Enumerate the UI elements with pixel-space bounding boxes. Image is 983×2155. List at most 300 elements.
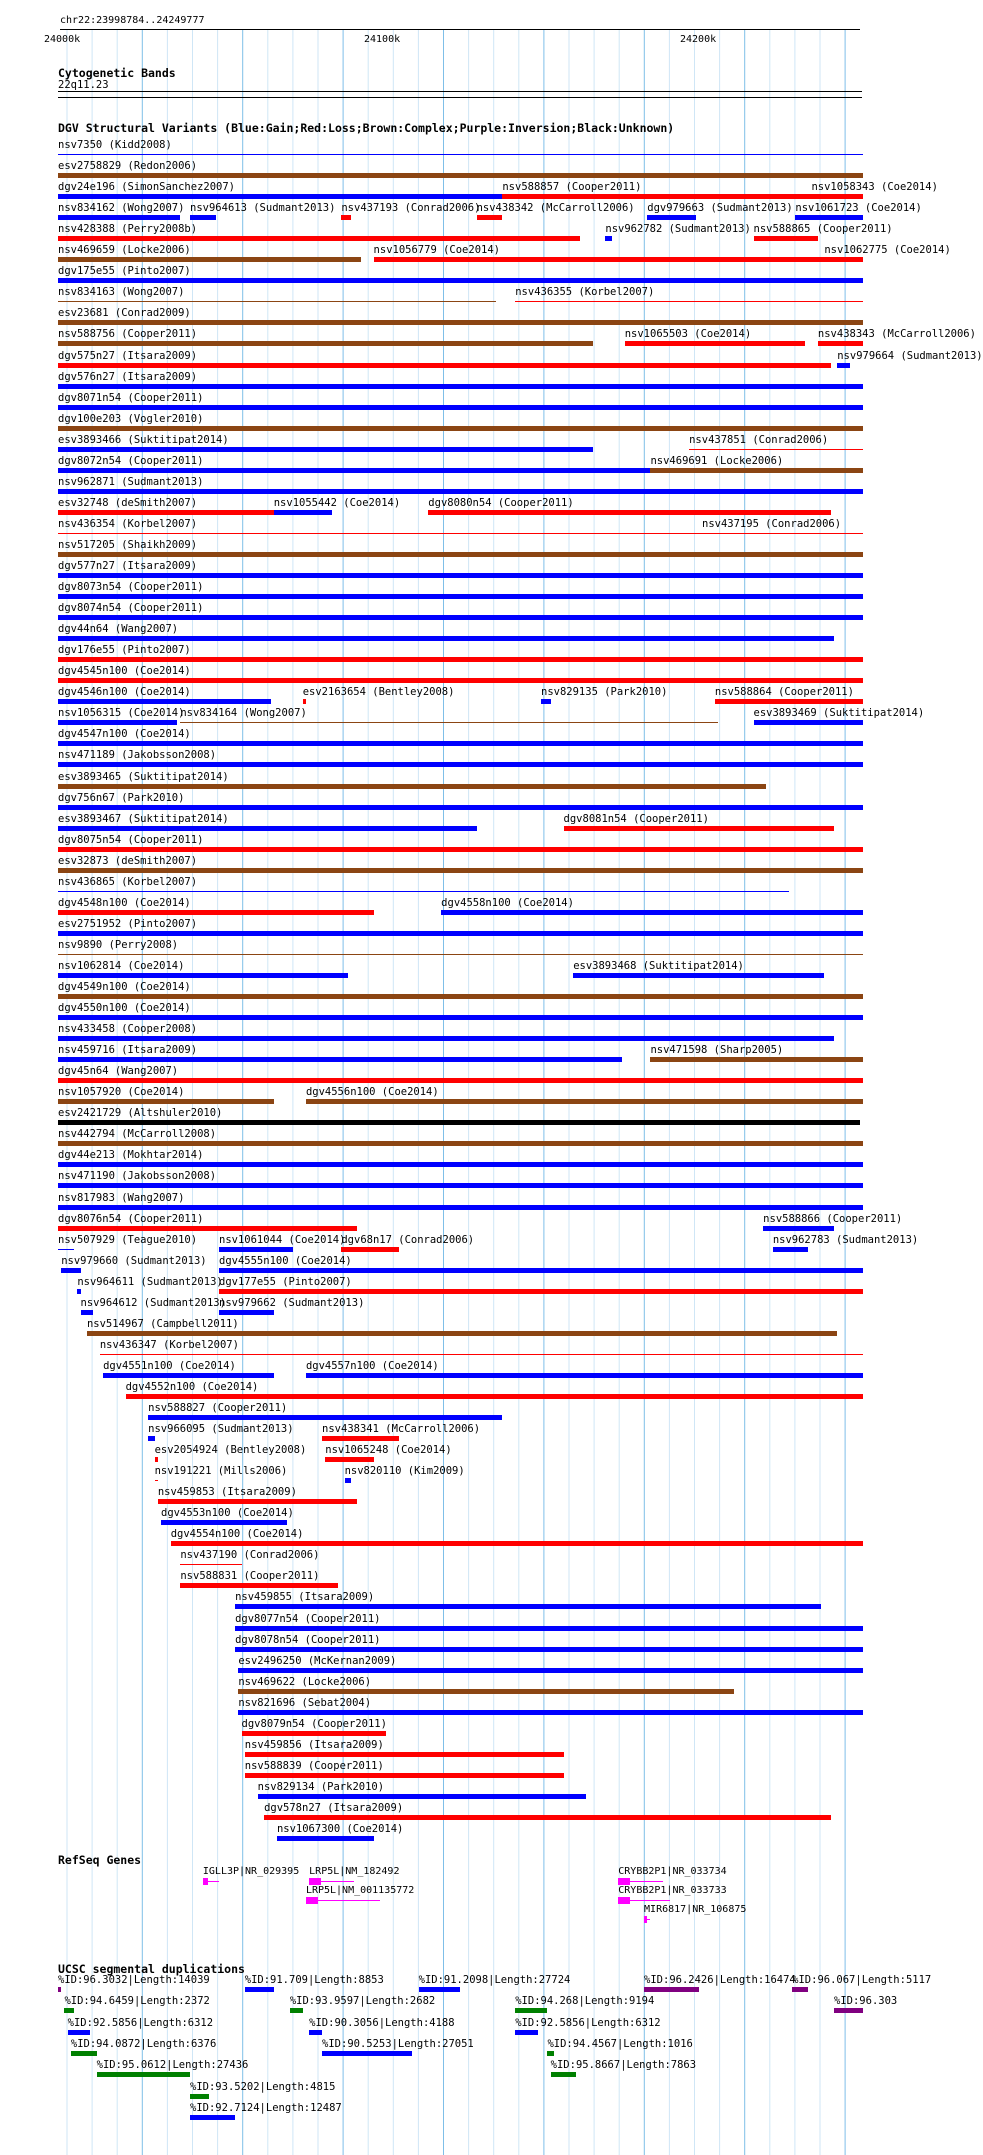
variant-bar[interactable] (58, 720, 177, 725)
variant-label[interactable]: nsv834163 (Wong2007) (58, 286, 185, 299)
variant-label[interactable]: nsv459856 (Itsara2009) (244, 1738, 384, 1751)
variant-label[interactable]: nsv1055442 (Coe2014) (273, 496, 401, 509)
variant-label[interactable]: nsv471189 (Jakobsson2008) (58, 749, 217, 762)
segdup-bar[interactable] (190, 2115, 235, 2120)
variant-bar[interactable] (58, 699, 271, 704)
variant-label[interactable]: dgv577n27 (Itsara2009) (58, 560, 198, 572)
segdup-label[interactable]: %ID:92.7124|Length:12487 (190, 2101, 342, 2114)
variant-bar[interactable] (58, 510, 274, 515)
gene-label[interactable]: MIR6817|NR_106875 (644, 1904, 747, 1915)
segdup-label[interactable]: %ID:93.5202|Length:4815 (190, 2080, 336, 2093)
variant-label[interactable]: nsv1058343 (Coe2014) (811, 181, 938, 194)
variant-label[interactable]: nsv517205 (Shaikh2009) (58, 538, 198, 551)
variant-bar[interactable] (158, 1499, 358, 1504)
variant-label[interactable]: dgv4545n100 (Coe2014) (58, 665, 191, 678)
variant-bar[interactable] (58, 1036, 834, 1041)
variant-label[interactable]: nsv979660 (Sudmant2013) (61, 1254, 207, 1267)
variant-bar[interactable] (515, 301, 863, 302)
variant-label[interactable]: nsv507929 (Teague2010) (58, 1233, 198, 1246)
gene-label[interactable]: CRYBB2P1|NR_033733 (618, 1885, 727, 1896)
variant-label[interactable]: dgv45n64 (Wang2007) (58, 1065, 179, 1078)
variant-bar[interactable] (58, 341, 593, 346)
segdup-bar[interactable] (97, 2072, 190, 2077)
variant-label[interactable]: nsv437190 (Conrad2006) (180, 1549, 320, 1562)
variant-label[interactable]: nsv588866 (Cooper2011) (763, 1212, 903, 1225)
variant-label[interactable]: dgv177e55 (Pinto2007) (219, 1275, 352, 1288)
variant-bar[interactable] (58, 1183, 863, 1188)
variant-label[interactable]: nsv962783 (Sudmant2013) (772, 1233, 919, 1246)
variant-bar[interactable] (58, 847, 863, 852)
gene-exon (644, 1916, 647, 1923)
variant-bar[interactable] (58, 1015, 863, 1020)
variant-label[interactable]: nsv433458 (Cooper2008) (58, 1023, 198, 1036)
variant-bar[interactable] (235, 1626, 863, 1631)
variant-bar[interactable] (650, 1057, 863, 1062)
segdup-label[interactable]: %ID:94.268|Length:9194 (515, 1995, 655, 2008)
variant-bar[interactable] (58, 910, 374, 915)
variant-label[interactable]: dgv4546n100 (Coe2014) (58, 686, 191, 699)
variant-label[interactable]: nsv438343 (McCarroll2006) (817, 328, 976, 341)
variant-label[interactable]: dgv4555n100 (Coe2014) (219, 1254, 352, 1267)
variant-label[interactable]: nsv1065503 (Coe2014) (624, 328, 752, 341)
variant-bar[interactable] (58, 1141, 863, 1146)
segdup-label[interactable]: %ID:96.067|Length:5117 (792, 1974, 932, 1986)
variant-label[interactable]: nsv834162 (Wong2007) (58, 202, 185, 215)
variant-label[interactable]: nsv437193 (Conrad2006) (341, 202, 481, 215)
variant-label[interactable]: dgv176e55 (Pinto2007) (58, 644, 191, 657)
variant-bar[interactable] (441, 910, 863, 915)
variant-label[interactable]: nsv1065248 (Coe2014) (325, 1444, 452, 1457)
segdup-bar[interactable] (834, 2008, 863, 2013)
variant-label[interactable]: dgv8074n54 (Cooper2011) (58, 602, 204, 615)
gene-label[interactable]: LRP5L|NM_182492 (309, 1866, 400, 1877)
variant-bar[interactable] (58, 1162, 863, 1167)
variant-bar[interactable] (148, 1436, 154, 1441)
variant-bar[interactable] (58, 762, 863, 767)
variant-label[interactable]: nsv469691 (Locke2006) (650, 454, 784, 467)
variant-label[interactable]: nsv820110 (Kim2009) (344, 1465, 465, 1478)
gene-label[interactable]: CRYBB2P1|NR_033734 (618, 1866, 727, 1877)
variant-bar[interactable] (58, 657, 863, 662)
variant-bar[interactable] (190, 215, 216, 220)
variant-label[interactable]: nsv436347 (Korbel2007) (99, 1338, 239, 1351)
variant-label[interactable]: nsv588827 (Cooper2011) (148, 1402, 288, 1414)
variant-bar[interactable] (341, 1247, 399, 1252)
segdup-label[interactable]: %ID:96.2426|Length:16474 (644, 1974, 796, 1986)
variant-label[interactable]: dgv8075n54 (Cooper2011) (58, 833, 204, 846)
variant-bar[interactable] (58, 426, 863, 431)
variant-label[interactable]: nsv588865 (Cooper2011) (753, 223, 893, 236)
variant-label[interactable]: esv23681 (Conrad2009) (58, 307, 191, 320)
variant-bar[interactable] (795, 215, 863, 220)
gene-exon (306, 1897, 318, 1904)
variant-bar[interactable] (58, 891, 789, 892)
variant-bar[interactable] (171, 1541, 863, 1546)
gene-exon (618, 1878, 630, 1885)
variant-label[interactable]: nsv829135 (Park2010) (541, 686, 668, 699)
variant-bar[interactable] (58, 1249, 74, 1250)
segdup-bar[interactable] (309, 2030, 322, 2035)
variant-bar[interactable] (625, 341, 805, 346)
variant-label[interactable]: nsv1062775 (Coe2014) (824, 244, 951, 257)
variant-bar[interactable] (219, 1247, 293, 1252)
variant-label[interactable]: nsv442794 (McCarroll2008) (58, 1128, 217, 1141)
variant-bar[interactable] (689, 449, 863, 450)
variant-bar[interactable] (428, 510, 831, 515)
ruler-axis (60, 29, 860, 30)
variant-bar[interactable] (238, 1689, 734, 1694)
variant-bar[interactable] (148, 1415, 502, 1420)
segdup-label[interactable]: %ID:96.3032|Length:14039 (58, 1974, 210, 1986)
variant-bar[interactable] (180, 1564, 241, 1565)
variant-bar[interactable] (155, 1480, 158, 1481)
refseq-track-title: RefSeq Genes (58, 1853, 142, 1867)
variant-label[interactable]: esv32748 (deSmith2007) (58, 496, 198, 509)
variant-label[interactable]: dgv8080n54 (Cooper2011) (428, 496, 574, 509)
segdup-bar[interactable] (644, 1987, 699, 1992)
variant-label[interactable]: dgv8071n54 (Cooper2011) (58, 391, 204, 404)
tick-label: 24200k (680, 34, 717, 45)
variant-label[interactable]: dgv578n27 (Itsara2009) (264, 1801, 404, 1814)
variant-bar[interactable] (180, 1583, 338, 1588)
variant-bar[interactable] (58, 973, 348, 978)
variant-bar[interactable] (715, 699, 863, 704)
variant-bar[interactable] (58, 384, 863, 389)
variant-label[interactable]: dgv4550n100 (Coe2014) (58, 1002, 191, 1015)
variant-bar[interactable] (502, 194, 811, 199)
variant-label[interactable]: nsv469622 (Locke2006) (238, 1675, 372, 1688)
variant-label[interactable]: nsv1067300 (Coe2014) (276, 1823, 404, 1835)
variant-bar[interactable] (573, 973, 824, 978)
gene-label[interactable]: IGLL3P|NR_029395 (202, 1866, 300, 1877)
variant-label[interactable]: nsv459853 (Itsara2009) (157, 1486, 297, 1499)
variant-label[interactable]: esv2163654 (Bentley2008) (302, 686, 455, 699)
variant-label[interactable]: dgv4548n100 (Coe2014) (58, 896, 191, 909)
variant-label[interactable]: dgv979663 (Sudmant2013) (647, 202, 793, 215)
variant-bar[interactable] (58, 405, 863, 410)
segdup-label[interactable]: %ID:90.5253|Length:27051 (322, 2037, 474, 2050)
position-label: chr22:23998784..24249777 (60, 15, 205, 26)
variant-label[interactable]: nsv428388 (Perry2008b) (58, 223, 198, 236)
variant-bar[interactable] (58, 552, 863, 557)
variant-bar[interactable] (58, 1057, 622, 1062)
variant-bar[interactable] (58, 741, 863, 746)
variant-label[interactable]: nsv438341 (McCarroll2006) (322, 1423, 481, 1436)
variant-bar[interactable] (58, 826, 477, 831)
variant-label[interactable]: nsv469659 (Locke2006) (58, 244, 191, 257)
variant-bar[interactable] (818, 341, 863, 346)
segdup-label[interactable]: %ID:94.0872|Length:6376 (70, 2037, 217, 2050)
segdup-bar[interactable] (71, 2051, 97, 2056)
variant-bar[interactable] (58, 1078, 863, 1083)
cytoband-bar-top (58, 91, 862, 92)
variant-label[interactable]: nsv979662 (Sudmant2013) (219, 1296, 365, 1309)
variant-label[interactable]: nsv962782 (Sudmant2013) (605, 223, 751, 236)
variant-bar[interactable] (325, 1457, 373, 1462)
segdup-bar[interactable] (515, 2008, 547, 2013)
variant-label[interactable]: esv2054924 (Bentley2008) (154, 1444, 307, 1457)
variant-bar[interactable] (264, 1815, 831, 1820)
variant-label[interactable]: nsv1056315 (Coe2014) (58, 707, 185, 720)
variant-label[interactable]: dgv68n17 (Conrad2006) (341, 1233, 475, 1246)
variant-label[interactable]: nsv588831 (Cooper2011) (180, 1570, 320, 1583)
variant-bar[interactable] (77, 1289, 80, 1294)
variant-bar[interactable] (277, 1836, 374, 1841)
variant-label[interactable]: nsv588839 (Cooper2011) (244, 1759, 384, 1772)
variant-bar[interactable] (702, 533, 824, 534)
variant-label[interactable]: dgv4549n100 (Coe2014) (58, 981, 191, 993)
variant-bar[interactable] (155, 1457, 158, 1462)
segdup-bar[interactable] (322, 2051, 412, 2056)
variant-label[interactable]: dgv4557n100 (Coe2014) (305, 1359, 439, 1372)
variant-bar[interactable] (811, 194, 863, 199)
variant-bar[interactable] (245, 1773, 564, 1778)
variant-label[interactable]: dgv8073n54 (Cooper2011) (58, 581, 204, 594)
variant-label[interactable]: nsv588857 (Cooper2011) (502, 181, 642, 194)
segdup-bar[interactable] (547, 2051, 553, 2056)
variant-label[interactable]: dgv100e203 (Vogler2010) (58, 412, 204, 425)
segdup-bar[interactable] (64, 2008, 74, 2013)
variant-label[interactable]: esv3893468 (Suktitipat2014) (573, 959, 744, 972)
variant-bar[interactable] (58, 678, 863, 683)
variant-label[interactable]: dgv44e213 (Mokhtar2014) (58, 1149, 204, 1162)
variant-label[interactable]: nsv1057920 (Coe2014) (58, 1086, 185, 1099)
variant-label[interactable]: nsv471190 (Jakobsson2008) (58, 1170, 217, 1183)
variant-bar[interactable] (306, 1099, 863, 1104)
variant-bar[interactable] (58, 278, 863, 283)
variant-bar[interactable] (477, 215, 503, 220)
variant-bar[interactable] (58, 573, 863, 578)
variant-bar[interactable] (58, 154, 863, 155)
variant-label[interactable]: dgv44n64 (Wang2007) (58, 623, 179, 636)
variant-bar[interactable] (58, 1226, 357, 1231)
variant-label[interactable]: nsv964612 (Sudmant2013) (80, 1296, 226, 1309)
segdup-label[interactable]: %ID:90.3056|Length:4188 (309, 2016, 455, 2029)
variant-label[interactable]: esv3893466 (Suktitipat2014) (58, 433, 229, 446)
variant-label[interactable]: dgv4552n100 (Coe2014) (125, 1380, 259, 1393)
variant-bar[interactable] (58, 931, 863, 936)
cytoband-bar-bottom (58, 97, 862, 98)
cytoband-label: 22q11.23 (58, 79, 109, 91)
variant-bar[interactable] (219, 1310, 274, 1315)
variant-bar[interactable] (161, 1520, 287, 1525)
variant-bar[interactable] (564, 826, 834, 831)
cytoband-track-title: Cytogenetic Bands (58, 66, 176, 80)
variant-label[interactable]: nsv459855 (Itsara2009) (235, 1591, 375, 1604)
segdup-bar[interactable] (515, 2030, 538, 2035)
variant-bar[interactable] (773, 1247, 808, 1252)
variant-bar[interactable] (58, 363, 831, 368)
segdup-bar[interactable] (290, 2008, 303, 2013)
segdup-bar[interactable] (58, 1987, 61, 1992)
variant-label[interactable]: dgv756n67 (Park2010) (58, 791, 185, 804)
variant-label[interactable]: nsv438342 (McCarroll2006) (476, 202, 635, 215)
variant-bar[interactable] (58, 301, 496, 302)
variant-bar[interactable] (58, 615, 863, 620)
variant-bar[interactable] (58, 447, 593, 452)
variant-bar[interactable] (58, 784, 766, 789)
variant-label[interactable]: nsv471598 (Sharp2005) (650, 1044, 784, 1057)
segdup-label[interactable]: %ID:92.5856|Length:6312 (67, 2016, 214, 2029)
variant-label[interactable]: nsv436355 (Korbel2007) (515, 286, 655, 299)
variant-bar[interactable] (58, 320, 863, 325)
variant-bar[interactable] (58, 954, 863, 955)
variant-bar[interactable] (58, 868, 863, 873)
variant-label[interactable]: dgv4551n100 (Coe2014) (103, 1359, 236, 1372)
variant-label[interactable]: nsv1062814 (Coe2014) (58, 959, 185, 972)
variant-label[interactable]: dgv24e196 (SimonSanchez2007) (58, 181, 236, 194)
variant-bar[interactable] (242, 1731, 387, 1736)
variant-label[interactable]: nsv829134 (Park2010) (257, 1780, 385, 1793)
variant-bar[interactable] (219, 1289, 863, 1294)
variant-bar[interactable] (58, 805, 863, 810)
variant-label[interactable]: nsv1056779 (Coe2014) (373, 244, 500, 257)
segdup-label[interactable]: %ID:94.6459|Length:2372 (64, 1995, 210, 2008)
variant-bar[interactable] (541, 699, 551, 704)
segdup-bar[interactable] (551, 2072, 577, 2077)
variant-bar[interactable] (87, 1331, 837, 1336)
variant-label[interactable]: nsv964611 (Sudmant2013) (77, 1275, 223, 1288)
segdup-label[interactable]: %ID:93.9597|Length:2682 (289, 1995, 436, 2008)
variant-bar[interactable] (235, 1604, 821, 1609)
variant-bar[interactable] (322, 1436, 399, 1441)
variant-label[interactable]: nsv9890 (Perry2008) (58, 938, 179, 951)
variant-label[interactable]: nsv436865 (Korbel2007) (58, 875, 198, 888)
variant-bar[interactable] (303, 699, 306, 704)
variant-bar[interactable] (219, 1268, 863, 1273)
dgv-track-title: DGV Structural Variants (Blue:Gain;Red:Loss;Brown:Complex;Purple:Inversion;Black:Unknown) (58, 121, 675, 135)
segdup-bar[interactable] (792, 1987, 808, 1992)
variant-bar[interactable] (126, 1394, 863, 1399)
variant-label[interactable]: esv32873 (deSmith2007) (58, 854, 198, 867)
variant-bar[interactable] (58, 994, 863, 999)
variant-label[interactable]: nsv191221 (Mills2006) (154, 1465, 288, 1478)
variant-bar[interactable] (58, 1205, 863, 1210)
variant-bar[interactable] (235, 1647, 863, 1652)
variant-label[interactable]: dgv4558n100 (Coe2014) (441, 896, 574, 909)
variant-bar[interactable] (650, 468, 863, 473)
variant-label[interactable]: dgv576n27 (Itsara2009) (58, 370, 198, 383)
variant-bar[interactable] (100, 1354, 863, 1355)
variant-label[interactable]: esv2496250 (McKernan2009) (238, 1654, 397, 1667)
variant-label[interactable]: dgv8078n54 (Cooper2011) (235, 1633, 381, 1646)
variant-label[interactable]: esv2758829 (Redon2006) (58, 160, 198, 173)
variant-label[interactable]: esv3893469 (Suktitipat2014) (753, 707, 925, 720)
variant-label[interactable]: nsv436354 (Korbel2007) (58, 517, 198, 530)
variant-label[interactable]: dgv8076n54 (Cooper2011) (58, 1212, 204, 1225)
variant-bar[interactable] (81, 1310, 94, 1315)
variant-bar[interactable] (245, 1752, 564, 1757)
segdup-label[interactable]: %ID:94.4567|Length:1016 (547, 2037, 693, 2050)
variant-label[interactable]: dgv4556n100 (Coe2014) (305, 1086, 439, 1099)
variant-label[interactable]: nsv979664 (Sudmant2013) (837, 349, 983, 362)
variant-bar[interactable] (754, 720, 863, 725)
variant-label[interactable]: nsv437851 (Conrad2006) (689, 433, 829, 446)
gene-exon (618, 1897, 630, 1904)
variant-bar[interactable] (374, 257, 825, 262)
variant-label[interactable]: nsv1061723 (Coe2014) (795, 202, 922, 215)
variant-bar[interactable] (238, 1668, 863, 1673)
variant-bar[interactable] (605, 236, 611, 241)
variant-bar[interactable] (341, 215, 351, 220)
variant-label[interactable]: nsv459716 (Itsara2009) (58, 1044, 198, 1057)
segdup-label[interactable]: %ID:95.0612|Length:27436 (96, 2059, 249, 2072)
variant-bar[interactable] (754, 236, 818, 241)
segdup-label[interactable]: %ID:91.2098|Length:27724 (418, 1974, 571, 1986)
segdup-label[interactable]: %ID:92.5856|Length:6312 (515, 2016, 661, 2029)
segdup-bar[interactable] (419, 1987, 461, 1992)
variant-bar[interactable] (274, 510, 332, 515)
tick-label: 24100k (364, 34, 401, 45)
variant-bar[interactable] (58, 489, 863, 494)
variant-label[interactable]: nsv966095 (Sudmant2013) (148, 1423, 294, 1436)
variant-bar[interactable] (258, 1794, 586, 1799)
variant-bar[interactable] (58, 236, 580, 241)
variant-bar[interactable] (58, 173, 863, 178)
segdup-label[interactable]: %ID:95.8667|Length:7863 (550, 2059, 697, 2072)
variant-label[interactable]: dgv4554n100 (Coe2014) (170, 1528, 304, 1541)
segdup-bar[interactable] (68, 2030, 91, 2035)
variant-label[interactable]: dgv4553n100 (Coe2014) (161, 1507, 294, 1520)
variant-label[interactable]: dgv8079n54 (Cooper2011) (241, 1717, 387, 1730)
variant-label[interactable]: nsv834164 (Wong2007) (180, 707, 307, 720)
variant-label[interactable]: esv2751952 (Pinto2007) (58, 917, 198, 930)
variant-bar[interactable] (345, 1478, 351, 1483)
variant-bar[interactable] (58, 257, 361, 262)
variant-bar[interactable] (58, 594, 863, 599)
variant-bar[interactable] (58, 215, 180, 220)
variant-label[interactable]: esv3893465 (Suktitipat2014) (58, 770, 229, 783)
variant-bar[interactable] (763, 1226, 834, 1231)
variant-label[interactable]: dgv575n27 (Itsara2009) (58, 349, 198, 362)
variant-bar[interactable] (647, 215, 695, 220)
variant-label[interactable]: nsv1061044 (Coe2014) (219, 1233, 346, 1246)
variant-bar[interactable] (180, 722, 718, 723)
variant-label[interactable]: nsv821696 (Sebat2004) (238, 1696, 372, 1709)
variant-label[interactable]: nsv962871 (Sudmant2013) (58, 475, 204, 488)
variant-label[interactable]: dgv8077n54 (Cooper2011) (235, 1612, 381, 1625)
variant-bar[interactable] (837, 363, 850, 368)
variant-bar[interactable] (824, 257, 863, 262)
segdup-label[interactable]: %ID:96.303 (834, 1995, 898, 2008)
variant-bar[interactable] (103, 1373, 274, 1378)
variant-label[interactable]: nsv7350 (Kidd2008) (58, 139, 172, 151)
variant-label[interactable]: esv3893467 (Suktitipat2014) (58, 812, 229, 825)
variant-label[interactable]: nsv817983 (Wang2007) (58, 1191, 185, 1204)
variant-label[interactable]: dgv175e55 (Pinto2007) (58, 265, 191, 278)
variant-bar[interactable] (58, 636, 834, 641)
variant-label[interactable]: nsv437195 (Conrad2006) (702, 517, 842, 530)
gene-label[interactable]: LRP5L|NM_001135772 (305, 1885, 415, 1896)
variant-label[interactable]: dgv8072n54 (Cooper2011) (58, 454, 204, 467)
variant-bar[interactable] (238, 1710, 863, 1715)
gene-exon (309, 1878, 321, 1885)
segdup-bar[interactable] (190, 2094, 209, 2099)
variant-bar[interactable] (58, 1099, 274, 1104)
variant-label[interactable]: nsv588864 (Cooper2011) (714, 686, 854, 699)
variant-label[interactable]: nsv588756 (Cooper2011) (58, 328, 198, 341)
variant-label[interactable]: dgv8081n54 (Cooper2011) (563, 812, 709, 825)
variant-bar[interactable] (58, 1120, 860, 1125)
variant-bar[interactable] (306, 1373, 863, 1378)
variant-label[interactable]: nsv964613 (Sudmant2013) (190, 202, 336, 215)
variant-label[interactable]: nsv514967 (Campbell2011) (86, 1317, 239, 1330)
variant-label[interactable]: esv2421729 (Altshuler2010) (58, 1107, 223, 1120)
variant-bar[interactable] (61, 1268, 80, 1273)
segdup-bar[interactable] (245, 1987, 274, 1992)
variant-label[interactable]: dgv4547n100 (Coe2014) (58, 728, 191, 741)
segdup-label[interactable]: %ID:91.709|Length:8853 (244, 1974, 384, 1986)
